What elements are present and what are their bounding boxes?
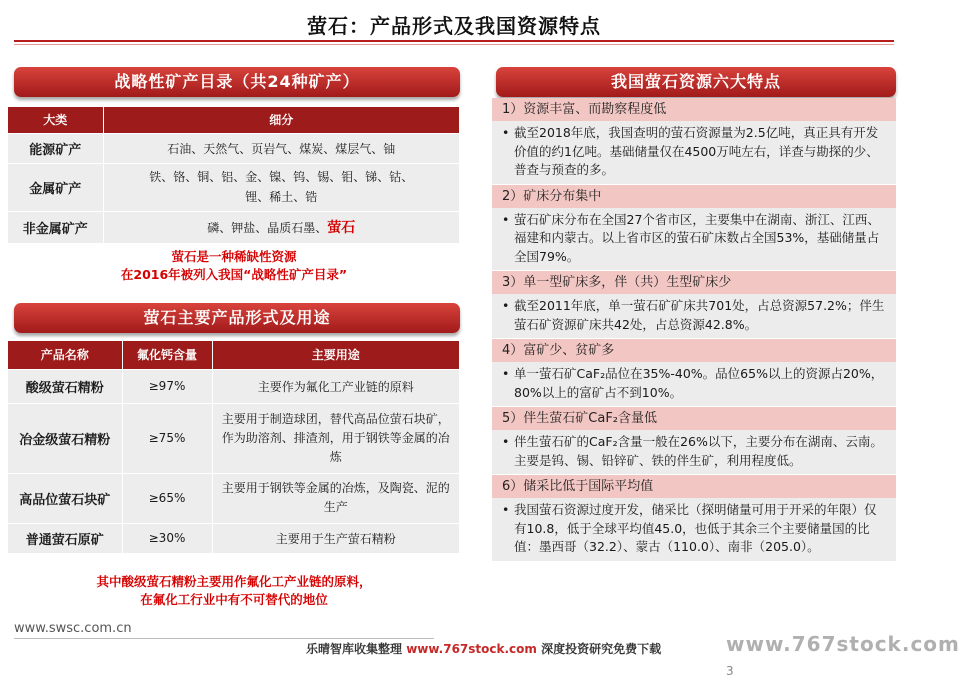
products-note-line: 在氟化工行业中有不可替代的地位 xyxy=(140,592,328,607)
table-row xyxy=(8,369,460,403)
products-header-use: 主要用途 xyxy=(212,341,460,369)
table-row xyxy=(8,211,460,243)
products-note-line: 其中酸级萤石精粉主要用作氟化工产业链的原料， xyxy=(96,574,372,589)
product-name: 冶金级萤石精粉 xyxy=(8,403,122,473)
watermark xyxy=(726,632,960,680)
feature-text: 萤石矿床分布在全国27个省市区，主要集中在湖南、浙江、江西、福建和内蒙古。以上省市区的萤石矿床数占全国53%，基础储量占全国79%。 xyxy=(514,211,880,264)
product-use: 主要用于生产萤石精粉 xyxy=(212,523,460,553)
title-divider-thin xyxy=(14,44,894,45)
features-panel xyxy=(492,98,896,562)
footer-credit-prefix: 乐晴智库收集整理 xyxy=(306,642,407,656)
footer-credit-link[interactable]: www.767stock.com xyxy=(406,642,537,656)
feature-heading: 2）矿床分布集中 xyxy=(492,185,896,208)
fluorite-highlight: 萤石 xyxy=(327,220,356,236)
product-content: ≥97% xyxy=(122,369,212,403)
table-row xyxy=(8,133,460,163)
bullet-icon: • xyxy=(502,211,510,227)
footer-credit-suffix: 深度投资研究免费下载 xyxy=(536,642,662,656)
feature-text: 我国萤石资源过度开发，储采比（探明储量可用于开采的年限）仅有10.8，低于全球平均值45.0，也低于其余三个主要储量国的比值：墨西哥（32.2）、蒙古（110.0）、南非（205.0）。 xyxy=(514,502,877,554)
feature-body xyxy=(492,498,896,562)
features-banner: 我国萤石资源六大特点 xyxy=(496,67,896,97)
catalog-banner: 战略性矿产目录（共24种矿产） xyxy=(14,67,460,97)
products-banner: 萤石主要产品形式及用途 xyxy=(14,303,460,333)
feature-heading: 4）富矿少、贫矿多 xyxy=(492,339,896,362)
catalog-category: 能源矿产 xyxy=(8,133,103,163)
catalog-note-line: 萤石是一种稀缺性资源 xyxy=(171,249,297,264)
products-header-name: 产品名称 xyxy=(8,341,122,369)
catalog-category: 金属矿产 xyxy=(8,163,103,211)
products-table xyxy=(8,341,460,554)
feature-body xyxy=(492,208,896,272)
feature-text: 截至2018年底，我国查明的萤石资源量为2.5亿吨，真正具有开发价值的约1亿吨。基础储量仅在4500万吨左右，详查与勘探的少、普查与预查的多。 xyxy=(514,125,879,177)
product-content: ≥75% xyxy=(122,403,212,473)
bullet-icon: • xyxy=(502,125,510,140)
feature-heading: 6）储采比低于国际平均值 xyxy=(492,475,896,498)
product-name: 普通萤石原矿 xyxy=(8,523,122,553)
feature-body xyxy=(492,121,896,185)
table-row xyxy=(8,163,460,211)
catalog-note-line: 在2016年被列入我国“战略性矿产目录” xyxy=(120,267,348,282)
feature-heading: 3）单一型矿床多，伴（共）生型矿床少 xyxy=(492,271,896,294)
bullet-icon: • xyxy=(502,502,510,517)
feature-body xyxy=(492,430,896,475)
product-content: ≥30% xyxy=(122,523,212,553)
catalog-items: 石油、天然气、页岩气、煤炭、煤层气、铀 xyxy=(103,133,460,163)
feature-text: 伴生萤石矿的CaF₂含量一般在26%以下，主要分布在湖南、云南。主要是钨、锡、铅锌矿、铁的伴生矿，利用程度低。 xyxy=(514,434,883,468)
title-divider xyxy=(14,40,894,42)
catalog-items: 锂、稀土、锆 xyxy=(245,190,318,204)
watermark-text: www.767stock.com xyxy=(726,632,960,656)
feature-heading: 1）资源丰富、而勘察程度低 xyxy=(492,98,896,121)
product-use: 主要作为氟化工产业链的原料 xyxy=(212,369,460,403)
product-name: 酸级萤石精粉 xyxy=(8,369,122,403)
footer-divider xyxy=(14,638,434,639)
table-row xyxy=(8,473,460,523)
products-note xyxy=(8,573,460,609)
page-title: 萤石：产品形式及我国资源特点 xyxy=(307,14,601,38)
catalog-header-category: 大类 xyxy=(8,107,103,133)
source-url[interactable]: www.swsc.com.cn xyxy=(14,621,132,636)
feature-text: 截至2011年底，单一萤石矿矿床共701处，占总资源57.2%；伴生萤石矿资源矿床共42处，占总资源42.8%。 xyxy=(514,298,885,332)
catalog-items: 铁、铬、铜、铝、金、镍、钨、锡、钼、锑、钴、 xyxy=(149,170,414,184)
product-use: 主要用于钢铁等金属的冶炼，及陶瓷、泥的生产 xyxy=(212,473,460,523)
footer-credit xyxy=(306,640,661,657)
table-row xyxy=(8,523,460,553)
feature-text: 单一萤石矿CaF₂品位在35%-40%。品位65%以上的资源占20%，80%以上的富矿占不到10%。 xyxy=(514,366,884,400)
products-header-content: 氟化钙含量 xyxy=(122,341,212,369)
feature-heading: 5）伴生萤石矿CaF₂含量低 xyxy=(492,407,896,430)
page-number: 3 xyxy=(726,664,735,678)
catalog-category: 非金属矿产 xyxy=(8,211,103,243)
product-name: 高品位萤石块矿 xyxy=(8,473,122,523)
bullet-icon: • xyxy=(502,434,510,449)
feature-body xyxy=(492,362,896,407)
bullet-icon: • xyxy=(502,298,510,313)
catalog-items: 磷、钾盐、晶质石墨、 xyxy=(207,221,328,235)
catalog-note xyxy=(8,248,460,284)
product-use: 主要用于制造球团，替代高品位萤石块矿，作为助溶剂、排渣剂，用于钢铁等金属的冶炼 xyxy=(212,403,460,473)
catalog-header-items: 细分 xyxy=(103,107,460,133)
feature-body xyxy=(492,294,896,339)
catalog-table xyxy=(8,107,460,244)
bullet-icon: • xyxy=(502,366,510,381)
product-content: ≥65% xyxy=(122,473,212,523)
table-row xyxy=(8,403,460,473)
